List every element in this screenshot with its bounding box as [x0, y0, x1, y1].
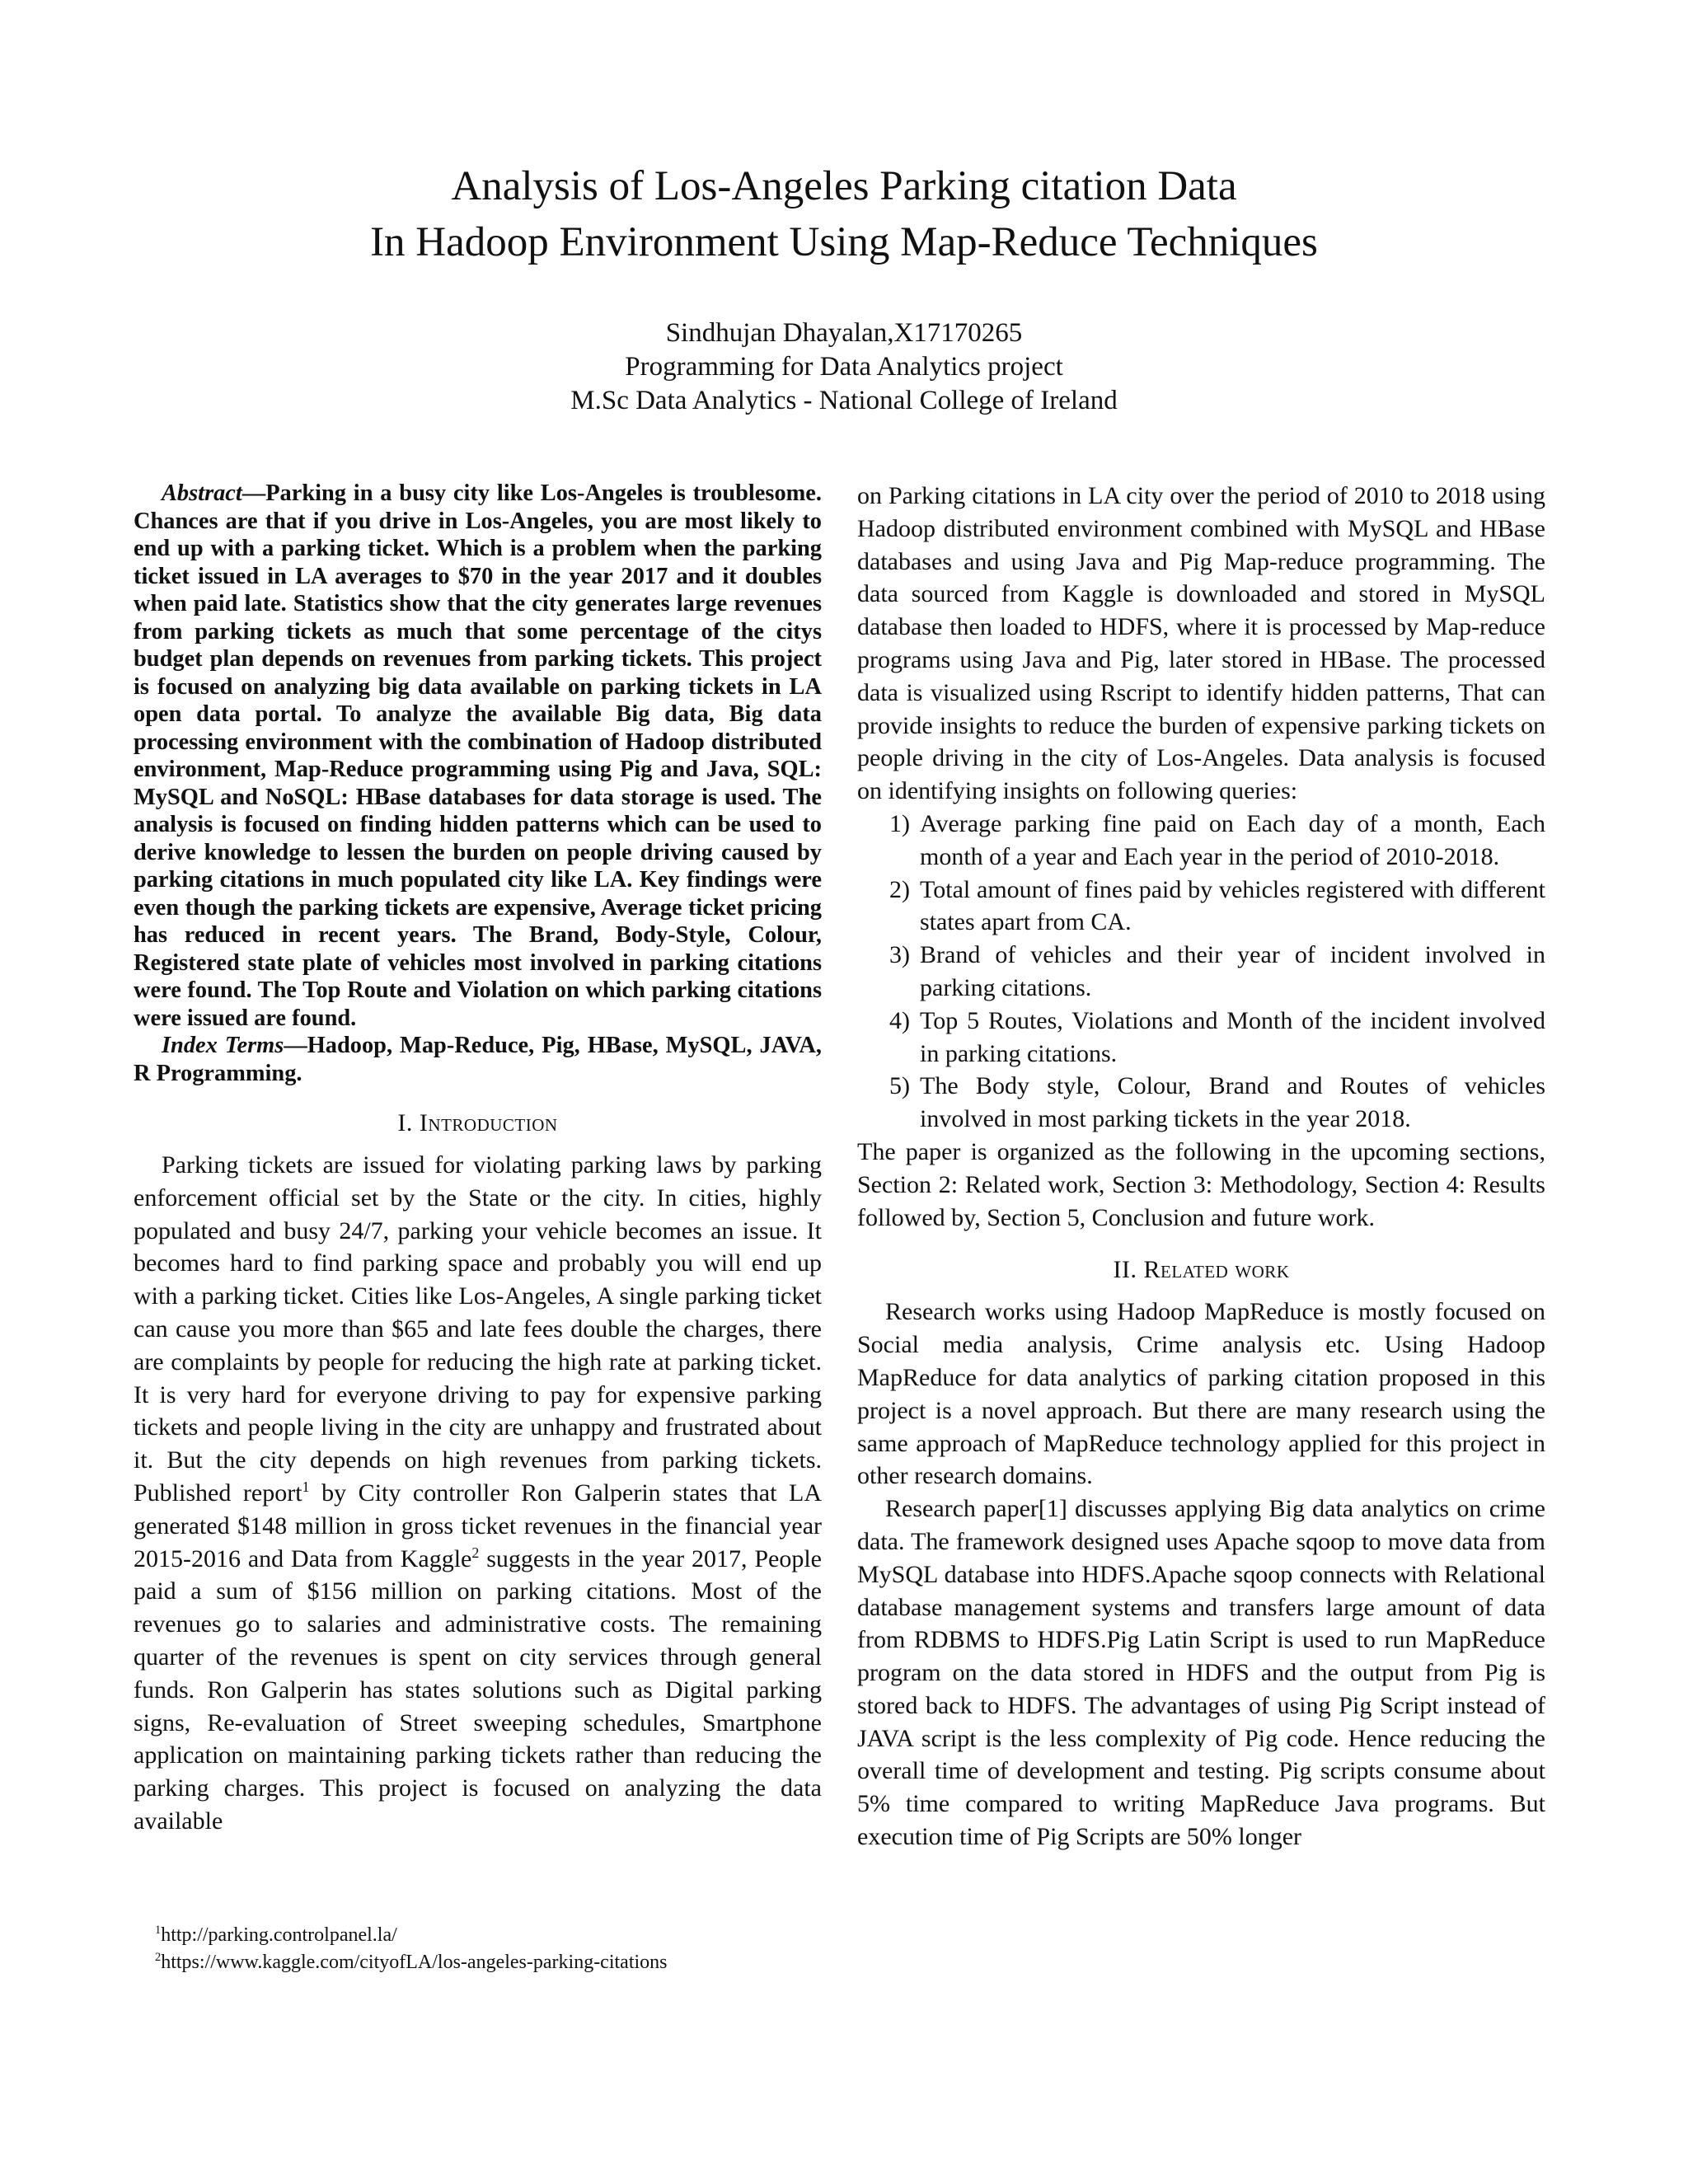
- related-paragraph-1: Research works using Hadoop MapReduce is mostly focused on Social media analysis, Crime analysis etc. Using Hadoop MapReduce for data analytics of parking citation proposed in this project is a novel approach. But there are many research using the same approach of MapReduce technology applied for this project in other research domains.: [857, 1298, 1545, 1490]
- list-item-number: 3): [889, 941, 910, 969]
- list-item: [857, 1005, 1545, 1071]
- list-item-text: Brand of vehicles and their year of incident involved in parking citations.: [920, 941, 1545, 1001]
- footnote-1-mark: 1: [155, 1924, 162, 1937]
- footnote-ref-2: 2: [471, 1544, 480, 1561]
- footnote-2-url[interactable]: https://www.kaggle.com/cityofLA/los-angeles-parking-citations: [161, 1952, 668, 1973]
- author-block: [0, 316, 1688, 418]
- list-item-number: 1): [889, 809, 910, 837]
- author-affiliation: M.Sc Data Analytics - National College of Ireland: [570, 386, 1118, 415]
- list-item-text: The Body style, Colour, Brand and Routes of vehicles involved in most parking tickets in the year 2018.: [920, 1072, 1545, 1133]
- list-item: [857, 874, 1545, 940]
- footnote-1-url[interactable]: http://parking.controlpanel.la/: [161, 1924, 397, 1946]
- list-item-number: 5): [889, 1072, 910, 1100]
- related-work-heading: II. Related work: [1113, 1256, 1290, 1284]
- intro-text-c: suggests in the year 2017, People paid a sum of $156 million on parking citations. Most of the revenues go to salaries and administrative costs. The remaining quarter of the revenues is spent on city services through general funds. Ron Galperin has states solutions such as Digital parking signs, Re-evaluation of Street sweeping schedules, Smartphone application on maintaining parking tickets rather than reducing the parking charges. This project is focused on analyzing the data available: [134, 1544, 822, 1835]
- right-column: [857, 480, 1545, 1854]
- abstract-label: Abstract: [162, 480, 242, 506]
- list-item-text: Top 5 Routes, Violations and Month of the incident involved in parking citations.: [920, 1006, 1545, 1067]
- related-paragraph-2: Research paper[1] discusses applying Big data analytics on crime data. The framework designed uses Apache sqoop to move data from MySQL database into HDFS.Apache sqoop connects with Relational database management systems and transfers large amount of data from RDBMS to HDFS.Pig Latin Script is used to run MapReduce program on the data stored in HDFS and the output from Pig is stored back to HDFS. The advantages of using Pig Script instead of JAVA script is the less complexity of Pig code. Hence reducing the overall time of development and testing. Pig scripts consume about 5% time compared to writing MapReduce Java programs. But execution time of Pig Scripts are 50% longer: [857, 1495, 1545, 1851]
- title-line-1: Analysis of Los-Angeles Parking citation Data: [451, 163, 1237, 209]
- index-terms-label: Index Terms: [162, 1033, 284, 1058]
- footnote-ref-1: 1: [302, 1478, 310, 1495]
- footnote-2-mark: 2: [155, 1951, 162, 1964]
- author-project: Programming for Data Analytics project: [625, 352, 1063, 382]
- title-line-2: In Hadoop Environment Using Map-Reduce Techniques: [370, 219, 1318, 265]
- footnote-1: [134, 1922, 822, 1949]
- intro-continued: on Parking citations in LA city over the period of 2010 to 2018 using Hadoop distributed environment combined with MySQL and HBase databases and using Java and Pig Map-reduce programming. The data sourced from Kaggle is downloaded and stored in MySQL database then loaded to HDFS, where it is processed by Map-reduce programs using Java and Pig, later stored in HBase. The processed data is visualized using Rscript to identify hidden patterns, That can provide insights to reduce the burden of expensive parking tickets on people driving in the city of Los-Angeles. Data analysis is focused on identifying insights on following queries:: [857, 482, 1545, 805]
- abstract-text: —Parking in a busy city like Los-Angeles is troublesome. Chances are that if you drive in Los-Angeles, you are most likely to end up with a parking ticket. Which is a problem when the parking ticket issued in LA averages to $70 in the year 2017 and it doubles when paid late. Statistics show that the city generates large revenues from parking tickets as much that some percentage of the citys budget plan depends on revenues from parking tickets. This project is focused on analyzing big data available on parking tickets in LA open data portal. To analyze the available Big data, Big data processing environment with the combination of Hadoop distributed environment, Map-Reduce programming using Pig and Java, SQL: MySQL and NoSQL: HBase databases for data storage is used. The analysis is focused on finding hidden patterns which can be used to derive knowledge to lessen the burden on people driving caused by parking citations in much populated city like LA. Key findings were even though the parking tickets are expensive, Average ticket pricing has reduced in recent years. The Brand, Body-Style, Colour, Registered state plate of vehicles most involved in parking citations were found. The Top Route and Violation on which parking citations were issued are found.: [134, 480, 822, 1031]
- list-item: [857, 939, 1545, 1005]
- list-item-text: Total amount of fines paid by vehicles registered with different states apart from CA.: [920, 875, 1545, 936]
- intro-text-a: Parking tickets are issued for violating parking laws by parking enforcement official set by the State or the city. In cities, highly populated and busy 24/7, parking your vehicle becomes an issue. It becomes hard to find parking space and probably you will end up with a parking ticket. Cities like Los-Angeles, A single parking ticket can cause you more than $65 and late fees double the charges, there are complaints by people for reducing the high rate at parking ticket. It is very hard for everyone driving to pay for expensive parking tickets and people living in the city are unhappy and frustrated about it. But the city depends on high revenues from parking tickets. Published report: [134, 1151, 822, 1507]
- footnotes: [134, 1922, 822, 1976]
- list-item: [857, 1070, 1545, 1136]
- author-name: Sindhujan Dhayalan,X17170265: [665, 318, 1023, 348]
- index-terms: [134, 1032, 822, 1087]
- intro-heading: I. Introduction: [397, 1109, 558, 1137]
- list-item-text: Average parking fine paid on Each day of a month, Each month of a year and Each year in the period of 2010-2018.: [920, 809, 1545, 870]
- index-terms-text: —Hadoop, Map-Reduce, Pig, HBase, MySQL, JAVA, R Programming.: [134, 1033, 822, 1086]
- paper-organization: The paper is organized as the following in the upcoming sections, Section 2: Related work, Section 3: Methodology, Section 4: Results followed by, Section 5, Conclusion and future work.: [857, 1137, 1545, 1231]
- list-item-number: 2): [889, 875, 910, 903]
- intro-paragraph: [134, 1149, 822, 1838]
- list-item: [857, 808, 1545, 874]
- abstract: [134, 480, 822, 1032]
- left-column: [134, 480, 822, 1838]
- intro-text-b: by City controller Ron Galperin states that LA generated $148 million in gross ticket revenues in the financial year 2015-2016 and Data from Kaggle: [134, 1479, 822, 1572]
- query-list: [857, 808, 1545, 1136]
- list-item-number: 4): [889, 1006, 910, 1034]
- paper-title: [0, 158, 1688, 270]
- footnote-2: [134, 1949, 822, 1976]
